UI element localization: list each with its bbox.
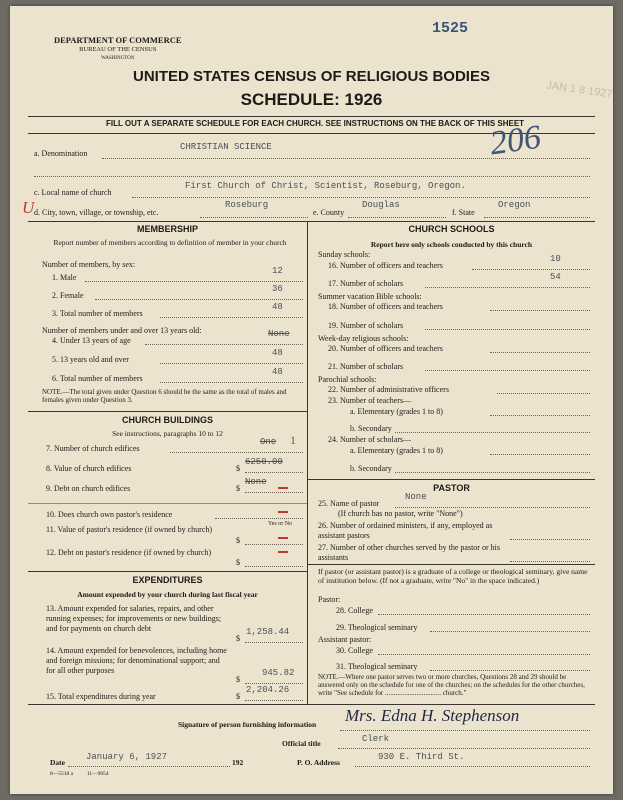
divider (28, 704, 595, 705)
q23-label: 23. Number of teachers— (328, 396, 412, 405)
q3-label: 3. Total number of members (52, 309, 143, 318)
q23b-label: b. Secondary (350, 424, 392, 433)
form-schedule: SCHEDULE: 1926 (240, 90, 383, 109)
red-check (278, 511, 288, 513)
fill-line (170, 452, 303, 453)
q13-value: 1,258.44 (246, 627, 290, 637)
q8-label: 8. Value of church edifices (46, 464, 132, 473)
age-intro: Number of members under and over 13 years old: (42, 326, 202, 335)
red-mark: 1 (290, 433, 296, 447)
q19-label: 19. Number of scholars (328, 321, 404, 330)
q5-label: 5. 13 years old and over (52, 355, 129, 364)
fill-line (510, 561, 590, 562)
state-label: f. State (452, 208, 475, 217)
q17-label: 17. Number of scholars (328, 279, 404, 288)
q16-label: 16. Number of officers and teachers (328, 261, 443, 270)
official-title-label: Official title (282, 739, 321, 748)
county-label: e. County (313, 208, 345, 217)
dollar-sign: $ (236, 464, 240, 473)
q15-value: 2,204.26 (246, 685, 290, 695)
schools-intro: Report here only schools conducted by this church (370, 240, 533, 249)
buildings-title: CHURCH BUILDINGS (122, 415, 213, 425)
form-instruction: FILL OUT A SEPARATE SCHEDULE FOR EACH CHURCH. SEE INSTRUCTIONS ON THE BACK OF THIS SHEET (105, 119, 525, 128)
q8-value: 6250.00 (245, 457, 283, 467)
church-name-value: First Church of Christ, Scientist, Roseburg, Oregon. (185, 181, 466, 191)
fill-line (160, 363, 303, 364)
county-value: Douglas (362, 200, 400, 210)
q6-label: 6. Total number of members (52, 374, 143, 383)
sunday-schools: Sunday schools: (318, 250, 371, 259)
q1-label: 1. Male (52, 273, 77, 282)
city-value: Roseburg (225, 200, 269, 210)
q12-label: 12. Debt on pastor's residence (if owned by church) (46, 548, 212, 557)
bureau-city: WASHINGTON (101, 56, 135, 61)
column-divider (307, 221, 308, 704)
fill-line (102, 158, 590, 159)
summer-schools: Summer vacation Bible schools: (318, 292, 422, 301)
membership-title: MEMBERSHIP (136, 224, 198, 234)
q24a-label: a. Elementary (grades 1 to 8) (350, 446, 443, 455)
department-block (54, 36, 182, 63)
schools-title: CHURCH SCHOOLS (408, 224, 495, 234)
po-address-value: 930 E. Third St. (378, 752, 465, 762)
denomination-label: a. Denomination (34, 149, 88, 158)
fill-line (490, 352, 590, 353)
parochial-schools: Parochial schools: (318, 375, 377, 384)
fill-line (34, 176, 590, 177)
q17-value: 54 (550, 272, 561, 282)
q3-value: 48 (272, 302, 283, 312)
q4-label: 4. Under 13 years of age (52, 336, 131, 345)
q20-label: 20. Number of officers and teachers (328, 344, 443, 353)
q4-value: None (268, 329, 290, 339)
fill-line (160, 382, 303, 383)
pastor-sub: Pastor: (318, 595, 341, 604)
q9-value: None (245, 477, 267, 487)
fill-line (245, 683, 303, 684)
fill-line (160, 317, 303, 318)
divider (28, 571, 307, 572)
q9-label: 9. Debt on church edifices (46, 484, 131, 493)
q14-label: 14. Amount expended for benevolences, including home and foreign missions; for denominational support; and for all other purposes (46, 646, 227, 675)
membership-note: NOTE.—The total given under Question 6 should be the same as the total of males and females given under Question 3. (42, 388, 287, 404)
fill-line (425, 287, 590, 288)
official-title-value: Clerk (362, 734, 390, 744)
fill-line (395, 507, 590, 508)
fill-line (378, 654, 590, 655)
buildings-intro: See instructions, paragraphs 10 to 12 (112, 429, 223, 438)
membership-intro: Report number of members according to definition of member in your church (53, 238, 287, 247)
weekday-schools: Week-day religious schools: (318, 334, 409, 343)
yes-no-hint: Yes or No (268, 521, 293, 527)
fill-line (472, 269, 590, 270)
q28-label: 28. College (336, 606, 373, 615)
fill-line (355, 766, 590, 767)
q16-value: 10 (550, 254, 561, 264)
fill-line (68, 766, 230, 767)
q11-label: 11. Value of pastor's residence (if owned by church) (46, 525, 213, 534)
signature-label: Signature of person furnishing information (178, 720, 317, 729)
q25-note: (If church has no pastor, write "None") (338, 509, 463, 518)
print-code: 8—5518 a 11—9054 (50, 771, 109, 777)
q1-value: 12 (272, 266, 283, 276)
fill-line (245, 700, 303, 701)
state-value: Oregon (498, 200, 531, 210)
fill-line (430, 631, 590, 632)
divider (307, 479, 595, 480)
q18-label: 18. Number of officers and teachers (328, 302, 443, 311)
dollar-sign: $ (236, 536, 240, 545)
dollar-sign: $ (236, 558, 240, 567)
bureau-name: BUREAU OF THE CENSUS (79, 46, 157, 53)
expenditures-intro: Amount expended by your church during last fiscal year (77, 590, 258, 599)
census-schedule-sheet (10, 6, 613, 794)
fill-line (490, 454, 590, 455)
q29-label: 29. Theological seminary (336, 623, 418, 632)
fill-line (200, 217, 308, 218)
signature: Mrs. Edna H. Stephenson (345, 706, 520, 725)
date-label: Date (50, 758, 65, 767)
fill-line (378, 614, 590, 615)
q26-label: 26. Number of ordained ministers, if any, employed as assistant pastors (318, 521, 493, 540)
fill-line (245, 492, 303, 493)
red-check (278, 537, 288, 539)
members-by-sex: Number of members, by sex: (42, 260, 136, 269)
fill-line (145, 344, 303, 345)
divider (28, 116, 595, 117)
graduate-note: If pastor (or assistant pastor) is a graduate of a college or theological seminary, give name of institution below. (If not a graduate, write "No" in the space indicated.) (318, 567, 588, 585)
fill-line (497, 393, 590, 394)
fill-line (245, 544, 303, 545)
q24b-label: b. Secondary (350, 464, 392, 473)
dollar-sign: $ (236, 634, 240, 643)
po-address-label: P. O. Address (297, 758, 340, 767)
q22-label: 22. Number of administrative officers (328, 385, 449, 394)
q14-value: 945.82 (262, 668, 295, 678)
fill-line (245, 642, 303, 643)
q7-value: One (260, 437, 277, 447)
q13-label: 13. Amount expended for salaries, repairs, and other running expenses; for improvements or new buildings; and for payments on church debt (46, 604, 222, 633)
divider (307, 564, 595, 565)
fill-line (430, 670, 590, 671)
dollar-sign: $ (236, 484, 240, 493)
form-title: UNITED STATES CENSUS OF RELIGIOUS BODIES (133, 68, 490, 85)
q10-label: 10. Does church own pastor's residence (46, 510, 173, 519)
q21-label: 21. Number of scholars (328, 362, 404, 371)
q27-label: 27. Number of other churches served by the pastor or his assistants (318, 543, 500, 562)
fill-line (245, 472, 303, 473)
divider (28, 411, 307, 412)
city-label: d. City, town, village, or township, etc. (34, 208, 159, 217)
q30-label: 30. College (336, 646, 373, 655)
fill-line (340, 730, 590, 731)
expenditures-title: EXPENDITURES (132, 575, 203, 585)
fill-line (510, 539, 590, 540)
serial-number: 1525 (432, 20, 469, 37)
fill-line (425, 329, 590, 330)
fill-line (348, 217, 446, 218)
fill-line (245, 566, 303, 567)
q25-value: None (405, 492, 427, 502)
dollar-sign: $ (236, 692, 240, 701)
fill-line (132, 197, 590, 198)
q6-value: 48 (272, 367, 283, 377)
red-check (278, 487, 288, 489)
fill-line (395, 432, 590, 433)
denomination-value: CHRISTIAN SCIENCE (180, 142, 272, 152)
fill-line (338, 748, 590, 749)
fill-line (95, 299, 303, 300)
date-suffix: 192 (232, 758, 244, 767)
fill-line (425, 370, 590, 371)
dollar-sign: $ (236, 675, 240, 684)
handwritten-code: 206 (487, 118, 544, 163)
date-value: January 6, 1927 (86, 752, 168, 762)
q24-label: 24. Number of scholars— (328, 435, 412, 444)
date-stamp: JAN 1 8 1927 (545, 79, 614, 101)
divider (28, 221, 595, 222)
pastor-title: PASTOR (433, 483, 470, 493)
q23a-label: a. Elementary (grades 1 to 8) (350, 407, 443, 416)
church-name-label: c. Local name of church (34, 188, 112, 197)
q15-label: 15. Total expenditures during year (46, 692, 156, 701)
fill-line (484, 217, 590, 218)
red-annotation-u: U (22, 198, 35, 217)
divider (28, 503, 307, 504)
pastor-note: NOTE.—Where one pastor serves two or more churches, Questions 28 and 29 should be answered only on the schedule for one of the churches; on the schedules for the other churches, write "See schedule for ................................ church." (318, 673, 585, 697)
q7-label: 7. Number of church edifices (46, 444, 140, 453)
fill-line (85, 281, 303, 282)
q2-label: 2. Female (52, 291, 84, 300)
q25-label: 25. Name of pastor (318, 499, 380, 508)
red-check (278, 551, 288, 553)
fill-line (215, 518, 303, 519)
q2-value: 36 (272, 284, 283, 294)
fill-line (490, 415, 590, 416)
fill-line (395, 472, 590, 473)
asst-pastor-sub: Assistant pastor: (318, 635, 372, 644)
q5-value: 48 (272, 348, 283, 358)
department-name: DEPARTMENT OF COMMERCE (54, 35, 182, 45)
fill-line (490, 310, 590, 311)
q31-label: 31. Theological seminary (336, 662, 418, 671)
